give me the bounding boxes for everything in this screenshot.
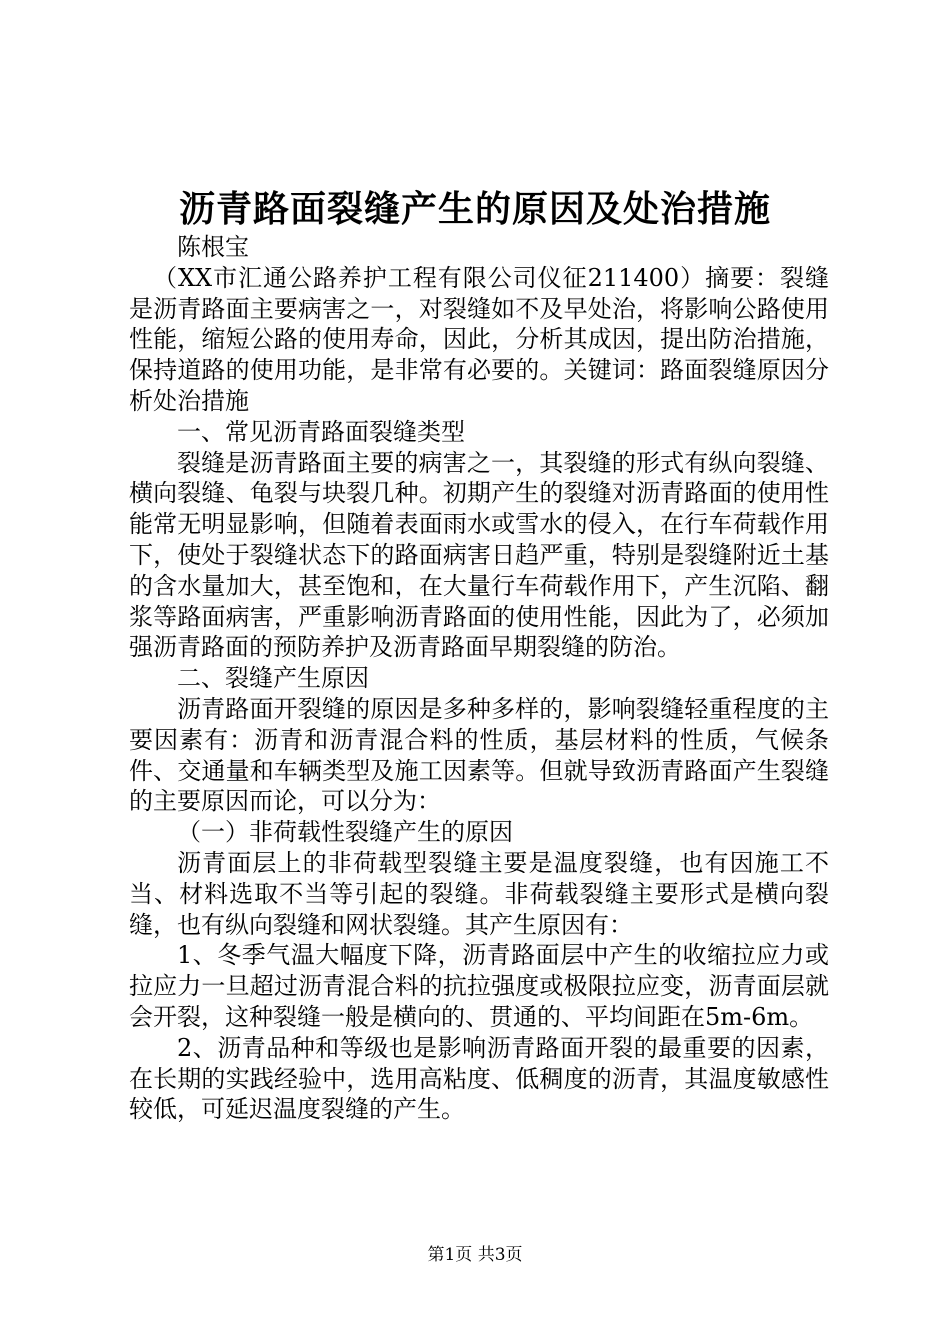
document-body — [129, 232, 829, 1125]
list-item-2: 2、沥青品种和等级也是影响沥青路面开裂的最重要的因素，在长期的实践经验中，选用高粘度、低稠度的沥青，其温度敏感性较低，可延迟温度裂缝的产生。 — [129, 1033, 829, 1124]
paragraph-1: 裂缝是沥青路面主要的病害之一，其裂缝的形式有纵向裂缝、横向裂缝、龟裂与块裂几种。初期产生的裂缝对沥青路面的使用性能常无明显影响，但随着表面雨水或雪水的侵入，在行车荷载作用下，使处于裂缝状态下的路面病害日趋严重，特别是裂缝附近土基的含水量加大，甚至饱和，在大量行车荷载作用下，产生沉陷、翻浆等路面病害，严重影响沥青路面的使用性能，因此为了，必须加强沥青路面的预防养护及沥青路面早期裂缝的防治。 — [129, 448, 829, 662]
paragraph-2: 沥青路面开裂缝的原因是多种多样的，影响裂缝轻重程度的主要因素有：沥青和沥青混合料的性质，基层材料的性质，气候条件、交通量和车辆类型及施工因素等。但就导致沥青路面产生裂缝的主要原因而论，可以分为： — [129, 694, 829, 816]
document-title: 沥青路面裂缝产生的原因及处治措施 — [178, 188, 771, 230]
affiliation-abstract: （XX市汇通公路养护工程有限公司仪征211400）摘要：裂缝是沥青路面主要病害之一，对裂缝如不及早处治，将影响公路使用性能，缩短公路的使用寿命，因此，分析其成因，提出防治措施，保持道路的使用功能，是非常有必要的。关键词：路面裂缝原因分析处治措施 — [129, 263, 829, 415]
list-item-1: 1、冬季气温大幅度下降，沥青路面层中产生的收缩拉应力或拉应力一旦超过沥青混合料的抗拉强度或极限拉应变，沥青面层就会开裂，这种裂缝一般是横向的、贯通的、平均间距在5m-6m。 — [129, 941, 829, 1031]
subsection-heading-1: （一）非荷载性裂缝产生的原因 — [177, 818, 513, 847]
section-heading-2: 二、裂缝产生原因 — [177, 664, 369, 693]
paragraph-3: 沥青面层上的非荷载型裂缝主要是温度裂缝，也有因施工不当、材料选取不当等引起的裂缝。非荷载裂缝主要形式是横向裂缝，也有纵向裂缝和网状裂缝。其产生原因有： — [129, 848, 829, 939]
section-heading-1: 一、常见沥青路面裂缝类型 — [177, 417, 465, 446]
author-name: 陈根宝 — [177, 233, 249, 261]
page-footer: 第1页 共3页 — [427, 1245, 523, 1265]
